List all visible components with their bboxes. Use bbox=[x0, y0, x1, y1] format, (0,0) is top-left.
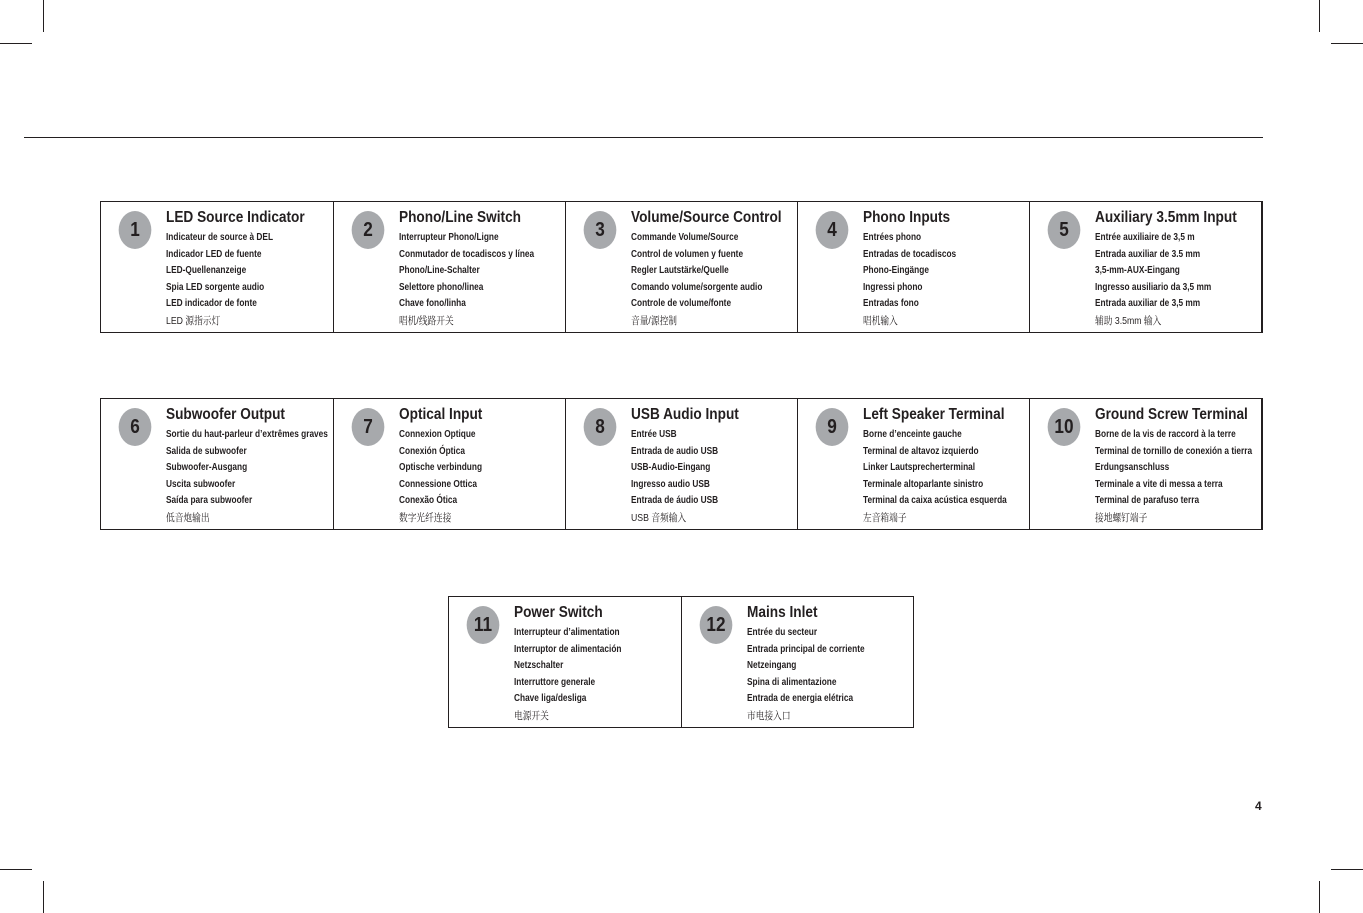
number-badge: 9 bbox=[816, 408, 849, 446]
translation-fr: Entrées phono bbox=[863, 232, 922, 243]
component-title: LED Source Indicator bbox=[166, 209, 305, 226]
component-cell-7 bbox=[333, 399, 565, 529]
component-cell-11 bbox=[449, 597, 681, 727]
component-cell-12 bbox=[681, 597, 913, 727]
page-number: 4 bbox=[1255, 799, 1262, 813]
component-title: USB Audio Input bbox=[631, 406, 739, 423]
translation-fr: Borne d’enceinte gauche bbox=[863, 429, 962, 440]
translation-es: Entrada auxiliar de 3.5 mm bbox=[1095, 248, 1201, 260]
component-title: Phono/Line Switch bbox=[399, 209, 522, 226]
translation-de: Regler Lautstärke/Quelle bbox=[631, 265, 729, 277]
translation-es: Interruptor de alimentación bbox=[514, 643, 622, 655]
translation-pt: Controle de volume/fonte bbox=[631, 298, 732, 310]
translation-zh: 音量/源控制 bbox=[631, 314, 678, 327]
translation-fr: Commande Volume/Source bbox=[631, 232, 739, 243]
component-title: Subwoofer Output bbox=[166, 406, 285, 423]
translation-fr: Entrée USB bbox=[631, 429, 677, 440]
component-title: Power Switch bbox=[514, 604, 603, 621]
component-title: Auxiliary 3.5mm Input bbox=[1095, 209, 1237, 226]
crop-mark bbox=[1331, 43, 1363, 44]
translation-pt: Chave liga/desliga bbox=[514, 693, 587, 705]
number-badge: 12 bbox=[700, 606, 733, 644]
component-title: Left Speaker Terminal bbox=[863, 406, 1005, 423]
translation-es: Entradas de tocadiscos bbox=[863, 248, 957, 260]
translation-fr: Entrée auxiliaire de 3,5 m bbox=[1095, 232, 1195, 243]
number-badge: 1 bbox=[119, 211, 152, 249]
components-row-1 bbox=[100, 201, 1263, 333]
translation-it: Ingresso ausiliario da 3,5 mm bbox=[1095, 281, 1212, 293]
translation-de: 3,5-mm-AUX-Eingang bbox=[1095, 265, 1180, 277]
number-badge: 4 bbox=[816, 211, 849, 249]
translation-fr: Sortie du haut-parleur d’extrêmes graves bbox=[166, 429, 328, 440]
component-cell-8 bbox=[565, 399, 797, 529]
component-cell-10 bbox=[1029, 399, 1261, 529]
translation-it: Comando volume/sorgente audio bbox=[631, 281, 763, 293]
translation-es: Indicador LED de fuente bbox=[166, 248, 262, 260]
translation-de: Erdungsanschluss bbox=[1095, 462, 1170, 474]
translation-fr: Indicateur de source à DEL bbox=[166, 232, 274, 243]
translation-pt: LED indicador de fonte bbox=[166, 298, 257, 310]
translation-it: Spina di alimentazione bbox=[747, 676, 837, 688]
translation-de: Phono-Eingänge bbox=[863, 265, 929, 277]
number-badge: 2 bbox=[352, 211, 385, 249]
translation-pt: Saída para subwoofer bbox=[166, 495, 253, 507]
component-title: Ground Screw Terminal bbox=[1095, 406, 1248, 423]
translation-zh: USB 音频输入 bbox=[631, 511, 687, 524]
crop-mark bbox=[1319, 0, 1320, 32]
translation-zh: 左音箱端子 bbox=[863, 511, 907, 524]
translation-de: Linker Lautsprecherterminal bbox=[863, 462, 976, 474]
component-cell-1 bbox=[101, 202, 333, 332]
crop-mark bbox=[43, 881, 44, 913]
number-badge: 10 bbox=[1048, 408, 1081, 446]
translation-de: Netzschalter bbox=[514, 660, 564, 672]
translation-pt: Terminal de parafuso terra bbox=[1095, 495, 1200, 507]
translation-pt: Entradas fono bbox=[863, 298, 919, 310]
translation-it: Terminale a vite di messa a terra bbox=[1095, 478, 1223, 490]
number-badge: 8 bbox=[584, 408, 617, 446]
crop-mark bbox=[0, 869, 32, 870]
translation-es: Terminal de altavoz izquierdo bbox=[863, 445, 979, 457]
translation-fr: Entrée du secteur bbox=[747, 627, 818, 638]
component-cell-5 bbox=[1029, 202, 1261, 332]
translation-it: Ingressi phono bbox=[863, 281, 923, 293]
translation-es: Salida de subwoofer bbox=[166, 445, 247, 457]
translation-de: Optische verbindung bbox=[399, 462, 483, 474]
translation-de: USB-Audio-Eingang bbox=[631, 462, 711, 474]
translation-it: Connessione Ottica bbox=[399, 478, 477, 490]
translation-zh: 唱机输入 bbox=[863, 314, 898, 327]
translation-fr: Interrupteur d’alimentation bbox=[514, 627, 620, 638]
number-badge: 6 bbox=[119, 408, 152, 446]
crop-mark bbox=[1331, 869, 1363, 870]
components-row-3 bbox=[448, 596, 914, 728]
translation-es: Entrada de audio USB bbox=[631, 445, 719, 457]
translation-zh: 数字光纤连接 bbox=[399, 511, 452, 524]
component-title: Mains Inlet bbox=[747, 604, 818, 621]
translation-pt: Chave fono/linha bbox=[399, 298, 466, 310]
component-title: Phono Inputs bbox=[863, 209, 951, 226]
number-badge: 7 bbox=[352, 408, 385, 446]
component-cell-2 bbox=[333, 202, 565, 332]
components-row-2 bbox=[100, 398, 1263, 530]
translation-de: Phono/Line-Schalter bbox=[399, 265, 480, 277]
translation-it: Interruttore generale bbox=[514, 676, 596, 688]
crop-mark bbox=[43, 0, 44, 32]
translation-it: Uscita subwoofer bbox=[166, 478, 236, 490]
translation-es: Conmutador de tocadiscos y línea bbox=[399, 248, 535, 260]
component-title: Optical Input bbox=[399, 406, 483, 423]
translation-es: Control de volumen y fuente bbox=[631, 248, 744, 260]
translation-pt: Entrada de áudio USB bbox=[631, 495, 719, 507]
translation-es: Conexión Óptica bbox=[399, 445, 465, 457]
translation-pt: Conexão Ótica bbox=[399, 495, 458, 507]
translation-pt: Entrada de energia elétrica bbox=[747, 693, 854, 705]
translation-zh: 市电接入口 bbox=[747, 709, 791, 722]
number-badge: 3 bbox=[584, 211, 617, 249]
crop-mark bbox=[0, 43, 32, 44]
translation-de: LED-Quellenanzeige bbox=[166, 265, 247, 277]
translation-zh: 电源开关 bbox=[514, 709, 549, 722]
number-badge: 5 bbox=[1048, 211, 1081, 249]
translation-pt: Entrada auxiliar de 3,5 mm bbox=[1095, 298, 1201, 310]
translation-es: Entrada principal de corriente bbox=[747, 643, 865, 655]
translation-de: Netzeingang bbox=[747, 660, 797, 672]
translation-zh: LED 源指示灯 bbox=[166, 314, 221, 327]
component-cell-4 bbox=[797, 202, 1029, 332]
component-cell-3 bbox=[565, 202, 797, 332]
translation-zh: 唱机/线路开关 bbox=[399, 314, 454, 327]
translation-fr: Borne de la vis de raccord à la terre bbox=[1095, 429, 1236, 440]
crop-mark bbox=[1319, 881, 1320, 913]
component-cell-6 bbox=[101, 399, 333, 529]
translation-it: Selettore phono/linea bbox=[399, 281, 484, 293]
component-title: Volume/Source Control bbox=[631, 209, 782, 226]
translation-zh: 接地螺钉端子 bbox=[1095, 511, 1148, 524]
translation-it: Spia LED sorgente audio bbox=[166, 281, 265, 293]
header-rule bbox=[24, 137, 1263, 138]
translation-it: Ingresso audio USB bbox=[631, 478, 710, 490]
translation-fr: Interrupteur Phono/Ligne bbox=[399, 232, 499, 243]
translation-it: Terminale altoparlante sinistro bbox=[863, 478, 984, 490]
number-badge: 11 bbox=[467, 606, 500, 644]
translation-es: Terminal de tornillo de conexión a tierra bbox=[1095, 445, 1253, 457]
translation-pt: Terminal da caixa acústica esquerda bbox=[863, 495, 1007, 507]
translation-fr: Connexion Optique bbox=[399, 429, 476, 440]
translation-zh: 低音炮输出 bbox=[166, 511, 210, 524]
translation-de: Subwoofer-Ausgang bbox=[166, 462, 248, 474]
translation-zh: 辅助 3.5mm 输入 bbox=[1095, 314, 1162, 327]
component-cell-9 bbox=[797, 399, 1029, 529]
